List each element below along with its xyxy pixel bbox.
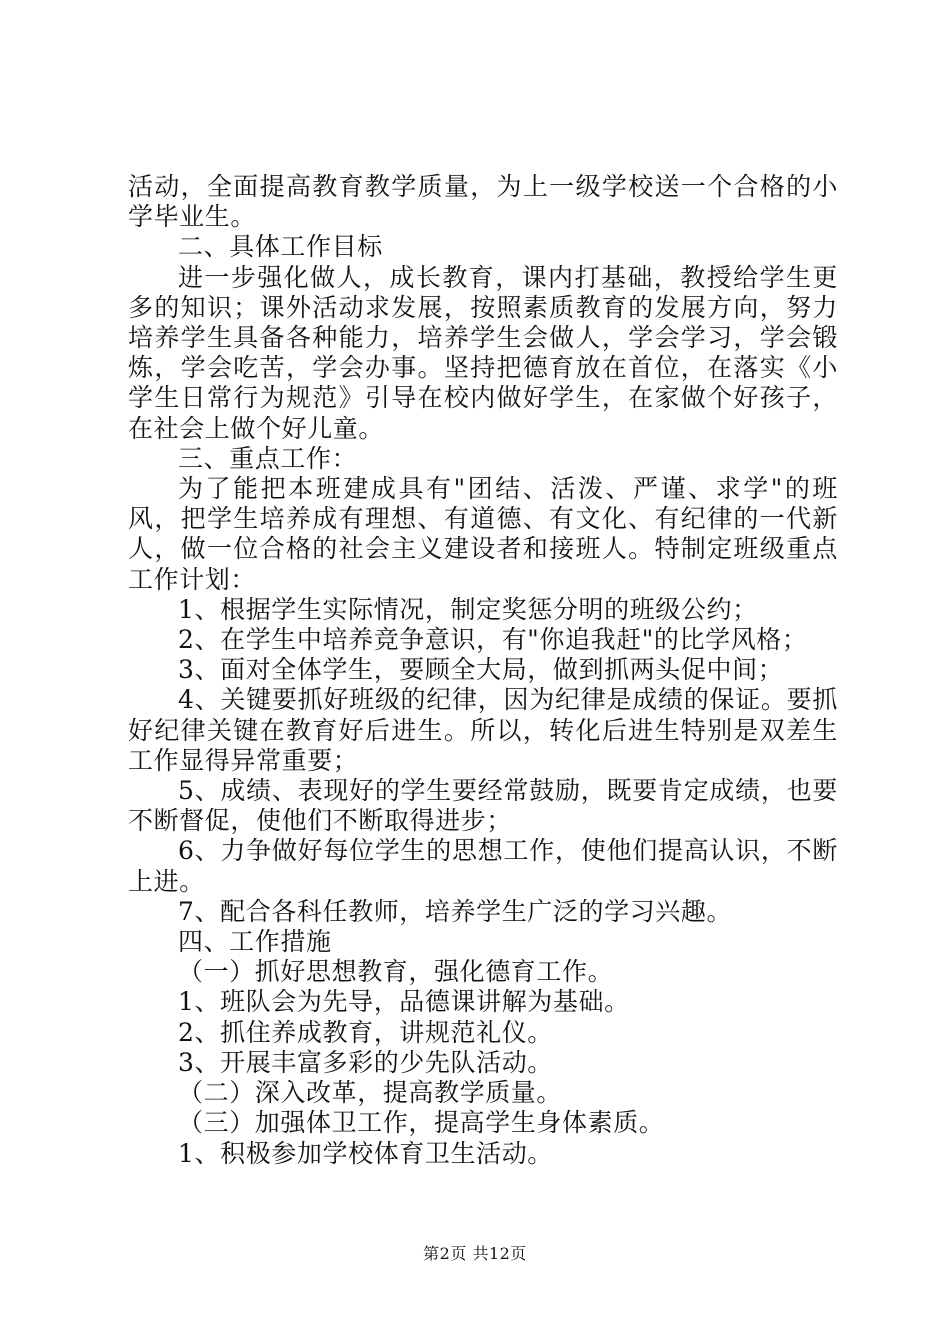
paragraph-goals: 进一步强化做人，成长教育，课内打基础，教授给学生更多的知识；课外活动求发展，按照素质教育的发展方向，努力培养学生具备各种能力，培养学生会做人，学会学习，学会锻炼，学会吃苦，学会办事。坚持把德育放在首位，在落实《小学生日常行为规范》引导在校内做好学生，在家做个好孩子，在社会上做个好儿童。 (128, 262, 838, 443)
list-item-1: 1、根据学生实际情况，制定奖惩分明的班级公约； (178, 594, 758, 624)
measure-item-1: 1、班队会为先导，品德课讲解为基础。 (178, 987, 630, 1017)
list-item-2: 2、在学生中培养竞争意识，有"你追我赶"的比学风格； (178, 625, 808, 655)
paragraph-key-work: 为了能把本班建成具有"团结、活泼、严谨、求学"的班风，把学生培养成有理想、有道德、有文化、有纪律的一代新人，做一位合格的社会主义建设者和接班人。特制定班级重点工作计划： (128, 474, 838, 594)
document-body (128, 172, 838, 1169)
section-heading-3: 三、重点工作： (178, 443, 358, 473)
subsection-heading-3: （三）加强体卫工作，提高学生身体素质。 (178, 1108, 665, 1138)
page-number: 第2页 共12页 (423, 1244, 527, 1263)
subsection-heading-1: （一）抓好思想教育，强化德育工作。 (178, 957, 614, 987)
subsection-heading-2: （二）深入改革，提高教学质量。 (178, 1078, 563, 1108)
list-item-5: 5、成绩、表现好的学生要经常鼓励，既要肯定成绩，也要不断督促，使他们不断取得进步； (128, 776, 838, 836)
paragraph-continuation: 活动，全面提高教育教学质量，为上一级学校送一个合格的小学毕业生。 (128, 172, 838, 232)
measure-item-3: 3、开展丰富多彩的少先队活动。 (178, 1047, 553, 1077)
list-item-7: 7、配合各科任教师，培养学生广泛的学习兴趣。 (178, 896, 733, 926)
section-heading-2: 二、具体工作目标 (178, 232, 383, 262)
list-item-3: 3、面对全体学生，要顾全大局，做到抓两头促中间； (178, 655, 784, 685)
measure-item-4: 1、积极参加学校体育卫生活动。 (178, 1138, 553, 1168)
section-heading-4: 四、工作措施 (178, 927, 332, 957)
list-item-6: 6、力争做好每位学生的思想工作，使他们提高认识，不断上进。 (128, 836, 838, 896)
measure-item-2: 2、抓住养成教育，讲规范礼仪。 (178, 1017, 553, 1047)
list-item-4: 4、关键要抓好班级的纪律，因为纪律是成绩的保证。要抓好纪律关键在教育好后进生。所以，转化后进生特别是双差生工作显得异常重要； (128, 685, 838, 775)
